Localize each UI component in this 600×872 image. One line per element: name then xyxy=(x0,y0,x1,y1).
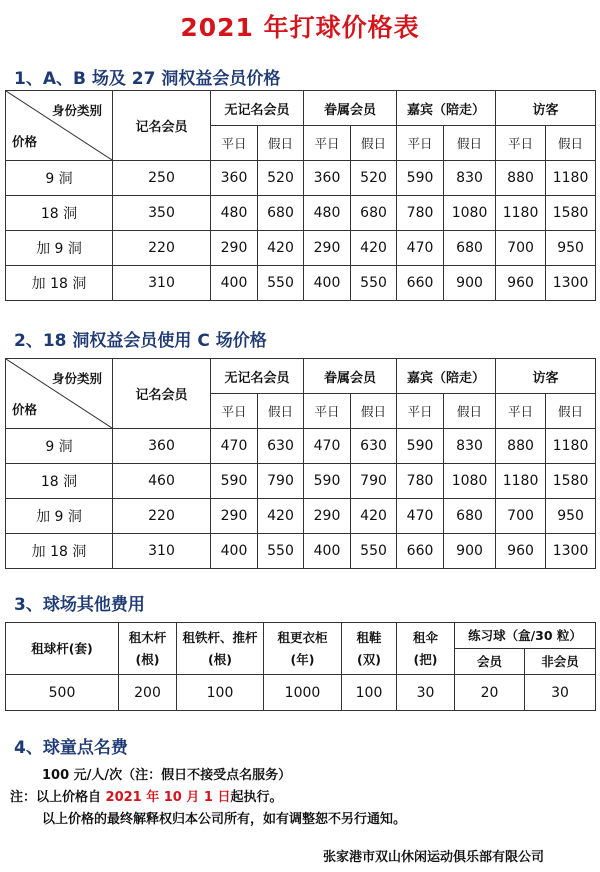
price-cell: 400 xyxy=(211,266,258,301)
fee-header-club-set: 租球杆(套) xyxy=(6,623,119,675)
table-row xyxy=(6,499,596,534)
price-cell: 960 xyxy=(496,534,546,569)
price-cell: 470 xyxy=(211,429,258,464)
price-cell: 520 xyxy=(351,161,397,196)
price-cell: 590 xyxy=(397,161,444,196)
price-cell: 680 xyxy=(351,196,397,231)
price-cell: 700 xyxy=(496,231,546,266)
fee-value: 1000 xyxy=(264,675,342,711)
fee-header-nonmember: 非会员 xyxy=(525,649,596,675)
table-row xyxy=(6,534,596,569)
price-cell: 400 xyxy=(304,534,351,569)
row-label: 9 洞 xyxy=(6,429,113,464)
row-label: 9 洞 xyxy=(6,161,113,196)
price-cell: 420 xyxy=(258,499,304,534)
price-cell: 1080 xyxy=(444,196,496,231)
fee-header-iron-putter: 租铁杆、推杆 (根) xyxy=(177,623,264,675)
price-cell: 830 xyxy=(444,161,496,196)
price-cell: 630 xyxy=(351,429,397,464)
group-header: 眷属会员 xyxy=(304,359,397,394)
price-cell: 250 xyxy=(113,161,211,196)
price-cell: 680 xyxy=(258,196,304,231)
price-cell: 790 xyxy=(351,464,397,499)
price-cell: 550 xyxy=(258,534,304,569)
price-cell: 220 xyxy=(113,231,211,266)
price-cell: 550 xyxy=(351,534,397,569)
price-cell: 950 xyxy=(546,231,596,266)
group-header: 访客 xyxy=(496,359,596,394)
holiday-header: 假日 xyxy=(444,394,496,429)
price-cell: 550 xyxy=(351,266,397,301)
price-cell: 660 xyxy=(397,534,444,569)
corner-price-label: 价格 xyxy=(12,134,38,149)
fee-value: 30 xyxy=(397,675,455,711)
weekday-header: 平日 xyxy=(211,394,258,429)
row-label: 加 9 洞 xyxy=(6,231,113,266)
weekday-header: 平日 xyxy=(496,126,546,161)
price-cell: 630 xyxy=(258,429,304,464)
weekday-header: 平日 xyxy=(397,126,444,161)
price-cell: 470 xyxy=(304,429,351,464)
price-cell: 350 xyxy=(113,196,211,231)
fee-header-member: 会员 xyxy=(455,649,525,675)
price-cell: 780 xyxy=(397,464,444,499)
price-cell: 1300 xyxy=(546,534,596,569)
price-cell: 1080 xyxy=(444,464,496,499)
price-cell: 420 xyxy=(258,231,304,266)
group-header: 嘉宾（陪走） xyxy=(397,359,496,394)
row-label: 加 9 洞 xyxy=(6,499,113,534)
note-interpretation: 以上价格的最终解释权归本公司所有，如有调整恕不另行通知。 xyxy=(42,812,407,827)
weekday-header: 平日 xyxy=(211,126,258,161)
holiday-header: 假日 xyxy=(546,394,596,429)
price-cell: 830 xyxy=(444,429,496,464)
row-label: 加 18 洞 xyxy=(6,266,113,301)
fee-value: 20 xyxy=(455,675,525,711)
weekday-header: 平日 xyxy=(304,394,351,429)
price-cell: 1180 xyxy=(546,161,596,196)
price-cell: 880 xyxy=(496,429,546,464)
price-table-c xyxy=(5,358,596,569)
fee-header-shoes: 租鞋 (双) xyxy=(342,623,397,675)
price-cell: 900 xyxy=(444,534,496,569)
other-fees-table xyxy=(5,622,596,711)
company-name: 张家港市双山休闲运动俱乐部有限公司 xyxy=(322,850,544,865)
corner-header xyxy=(6,359,113,429)
effective-date: 2021 年 10 月 1 日 xyxy=(105,790,231,805)
fee-value: 500 xyxy=(6,675,119,711)
price-cell: 700 xyxy=(496,499,546,534)
price-cell: 680 xyxy=(444,231,496,266)
price-cell: 590 xyxy=(211,464,258,499)
price-cell: 660 xyxy=(397,266,444,301)
price-cell: 290 xyxy=(211,231,258,266)
price-cell: 1180 xyxy=(496,196,546,231)
table-row xyxy=(6,196,596,231)
weekday-header: 平日 xyxy=(304,126,351,161)
price-cell: 480 xyxy=(211,196,258,231)
corner-category-label: 身份类别 xyxy=(51,103,102,118)
table-row xyxy=(6,161,596,196)
page-title: 2021 年打球价格表 xyxy=(180,13,420,42)
group-header: 无记名会员 xyxy=(211,359,304,394)
price-cell: 590 xyxy=(397,429,444,464)
fee-value: 30 xyxy=(525,675,596,711)
price-table-ab xyxy=(5,90,596,301)
price-cell: 950 xyxy=(546,499,596,534)
price-cell: 1580 xyxy=(546,196,596,231)
group-header: 眷属会员 xyxy=(304,91,397,126)
price-cell: 1180 xyxy=(496,464,546,499)
price-cell: 470 xyxy=(397,231,444,266)
price-cell: 420 xyxy=(351,499,397,534)
price-cell: 400 xyxy=(304,266,351,301)
holiday-header: 假日 xyxy=(258,394,304,429)
section-3-heading: 3、球场其他费用 xyxy=(14,595,145,615)
table-row xyxy=(6,429,596,464)
row-label: 18 洞 xyxy=(6,196,113,231)
section-4-heading: 4、球童点名费 xyxy=(14,738,128,758)
corner-category-label: 身份类别 xyxy=(51,371,102,386)
price-cell: 590 xyxy=(304,464,351,499)
table-row xyxy=(6,266,596,301)
group-header: 访客 xyxy=(496,91,596,126)
corner-header xyxy=(6,91,113,161)
weekday-header: 平日 xyxy=(397,394,444,429)
group-header: 嘉宾（陪走） xyxy=(397,91,496,126)
fee-header-locker: 租更衣柜 (年) xyxy=(264,623,342,675)
row-label: 18 洞 xyxy=(6,464,113,499)
fee-header-umbrella: 租伞 (把) xyxy=(397,623,455,675)
price-cell: 480 xyxy=(304,196,351,231)
fee-value: 100 xyxy=(177,675,264,711)
price-cell: 360 xyxy=(211,161,258,196)
row-label: 加 18 洞 xyxy=(6,534,113,569)
table-row xyxy=(6,231,596,266)
price-cell: 360 xyxy=(304,161,351,196)
col-header-named-member: 记名会员 xyxy=(113,91,211,161)
fee-header-practice-balls: 练习球（盒/30 粒） xyxy=(455,623,596,649)
price-cell: 1180 xyxy=(546,429,596,464)
weekday-header: 平日 xyxy=(496,394,546,429)
price-cell: 900 xyxy=(444,266,496,301)
fee-value: 100 xyxy=(342,675,397,711)
price-cell: 960 xyxy=(496,266,546,301)
group-header: 无记名会员 xyxy=(211,91,304,126)
holiday-header: 假日 xyxy=(546,126,596,161)
holiday-header: 假日 xyxy=(351,126,397,161)
corner-price-label: 价格 xyxy=(12,402,38,417)
price-cell: 680 xyxy=(444,499,496,534)
price-cell: 470 xyxy=(397,499,444,534)
price-cell: 790 xyxy=(258,464,304,499)
price-cell: 360 xyxy=(113,429,211,464)
fee-value: 200 xyxy=(119,675,177,711)
price-cell: 460 xyxy=(113,464,211,499)
note-effective-date: 注：以上价格自 2021 年 10 月 1 日起执行。 xyxy=(10,790,283,805)
holiday-header: 假日 xyxy=(444,126,496,161)
price-cell: 310 xyxy=(113,266,211,301)
price-cell: 400 xyxy=(211,534,258,569)
price-cell: 310 xyxy=(113,534,211,569)
price-cell: 220 xyxy=(113,499,211,534)
caddie-fee-text: 100 元/人/次（注：假日不接受点名服务） xyxy=(42,768,292,783)
price-cell: 290 xyxy=(211,499,258,534)
price-cell: 780 xyxy=(397,196,444,231)
price-cell: 420 xyxy=(351,231,397,266)
table-row xyxy=(6,464,596,499)
col-header-named-member: 记名会员 xyxy=(113,359,211,429)
section-2-heading: 2、18 洞权益会员使用 C 场价格 xyxy=(14,331,267,351)
section-1-heading: 1、A、B 场及 27 洞权益会员价格 xyxy=(14,69,281,89)
price-cell: 290 xyxy=(304,499,351,534)
price-cell: 550 xyxy=(258,266,304,301)
price-cell: 520 xyxy=(258,161,304,196)
price-cell: 290 xyxy=(304,231,351,266)
holiday-header: 假日 xyxy=(258,126,304,161)
fee-header-wood: 租木杆 (根) xyxy=(119,623,177,675)
price-cell: 1300 xyxy=(546,266,596,301)
holiday-header: 假日 xyxy=(351,394,397,429)
price-cell: 880 xyxy=(496,161,546,196)
price-cell: 1580 xyxy=(546,464,596,499)
